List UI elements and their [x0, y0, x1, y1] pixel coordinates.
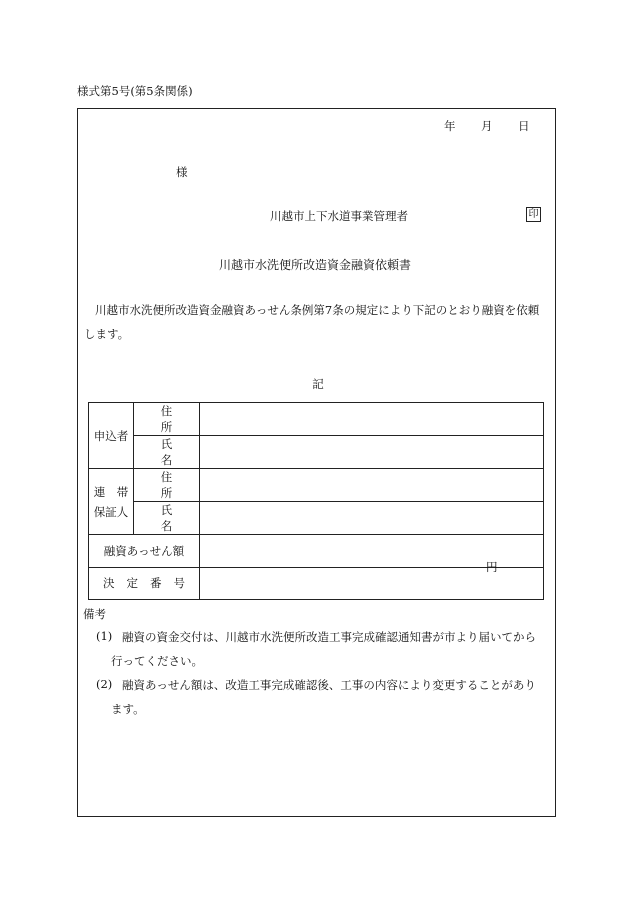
- notes-heading: 備考: [83, 607, 106, 621]
- guarantor-address-label: 住所: [134, 469, 200, 502]
- table-row: [89, 436, 544, 469]
- decision-number-label: 決定番号: [89, 567, 200, 600]
- note-text-line2: 行ってください。: [111, 654, 203, 668]
- sender-name: 川越市上下水道事業管理者: [270, 209, 408, 223]
- document-title: 川越市水洗便所改造資金融資依頼書: [218, 258, 411, 272]
- table-row: [89, 469, 544, 502]
- guarantor-name-field[interactable]: [200, 502, 544, 535]
- date-day-label: 日: [518, 119, 530, 133]
- loan-amount-field[interactable]: [200, 535, 544, 574]
- addressee-suffix: 様: [176, 165, 188, 179]
- note-text-line2: ます。: [111, 702, 145, 716]
- table-row: [89, 535, 544, 568]
- guarantor-label-line1: 連 帯: [93, 484, 129, 499]
- table-row: [89, 502, 544, 535]
- date-year-label: 年: [444, 119, 456, 133]
- loan-amount-label: 融資あっせん額: [89, 535, 200, 568]
- date-month-label: 月: [481, 119, 493, 133]
- applicant-name-field[interactable]: [200, 436, 544, 469]
- guarantor-name-label: 氏名: [134, 502, 200, 535]
- guarantor-label: [89, 469, 134, 535]
- guarantor-address-field[interactable]: [200, 469, 544, 502]
- note-number: (1): [96, 629, 113, 643]
- applicant-name-label: 氏名: [134, 436, 200, 469]
- note-number: (2): [96, 677, 113, 691]
- request-body-text: 川越市水洗便所改造資金融資あっせん条例第7条の規定により下記のとおり融資を依頼します。: [84, 303, 540, 341]
- form-number-label: 様式第5号(第5条関係): [77, 84, 193, 98]
- applicant-address-label: 住所: [134, 403, 200, 436]
- yen-unit-label: 円: [486, 559, 498, 574]
- applicant-label: 申込者: [89, 403, 134, 469]
- note-text-line1: 融資あっせん額は、改造工事完成確認後、工事の内容により変更することがあり: [122, 678, 536, 692]
- guarantor-label-line2: 保証人: [93, 504, 129, 519]
- table-row: [89, 403, 544, 436]
- table-row: [89, 567, 544, 600]
- record-heading: 記: [312, 377, 324, 391]
- applicant-address-field[interactable]: [200, 403, 544, 436]
- detail-table: [88, 402, 544, 600]
- note-text-line1: 融資の資金交付は、川越市水洗便所改造工事完成確認通知書が市より届いてから: [122, 630, 536, 644]
- seal-stamp-box: 印: [526, 207, 541, 222]
